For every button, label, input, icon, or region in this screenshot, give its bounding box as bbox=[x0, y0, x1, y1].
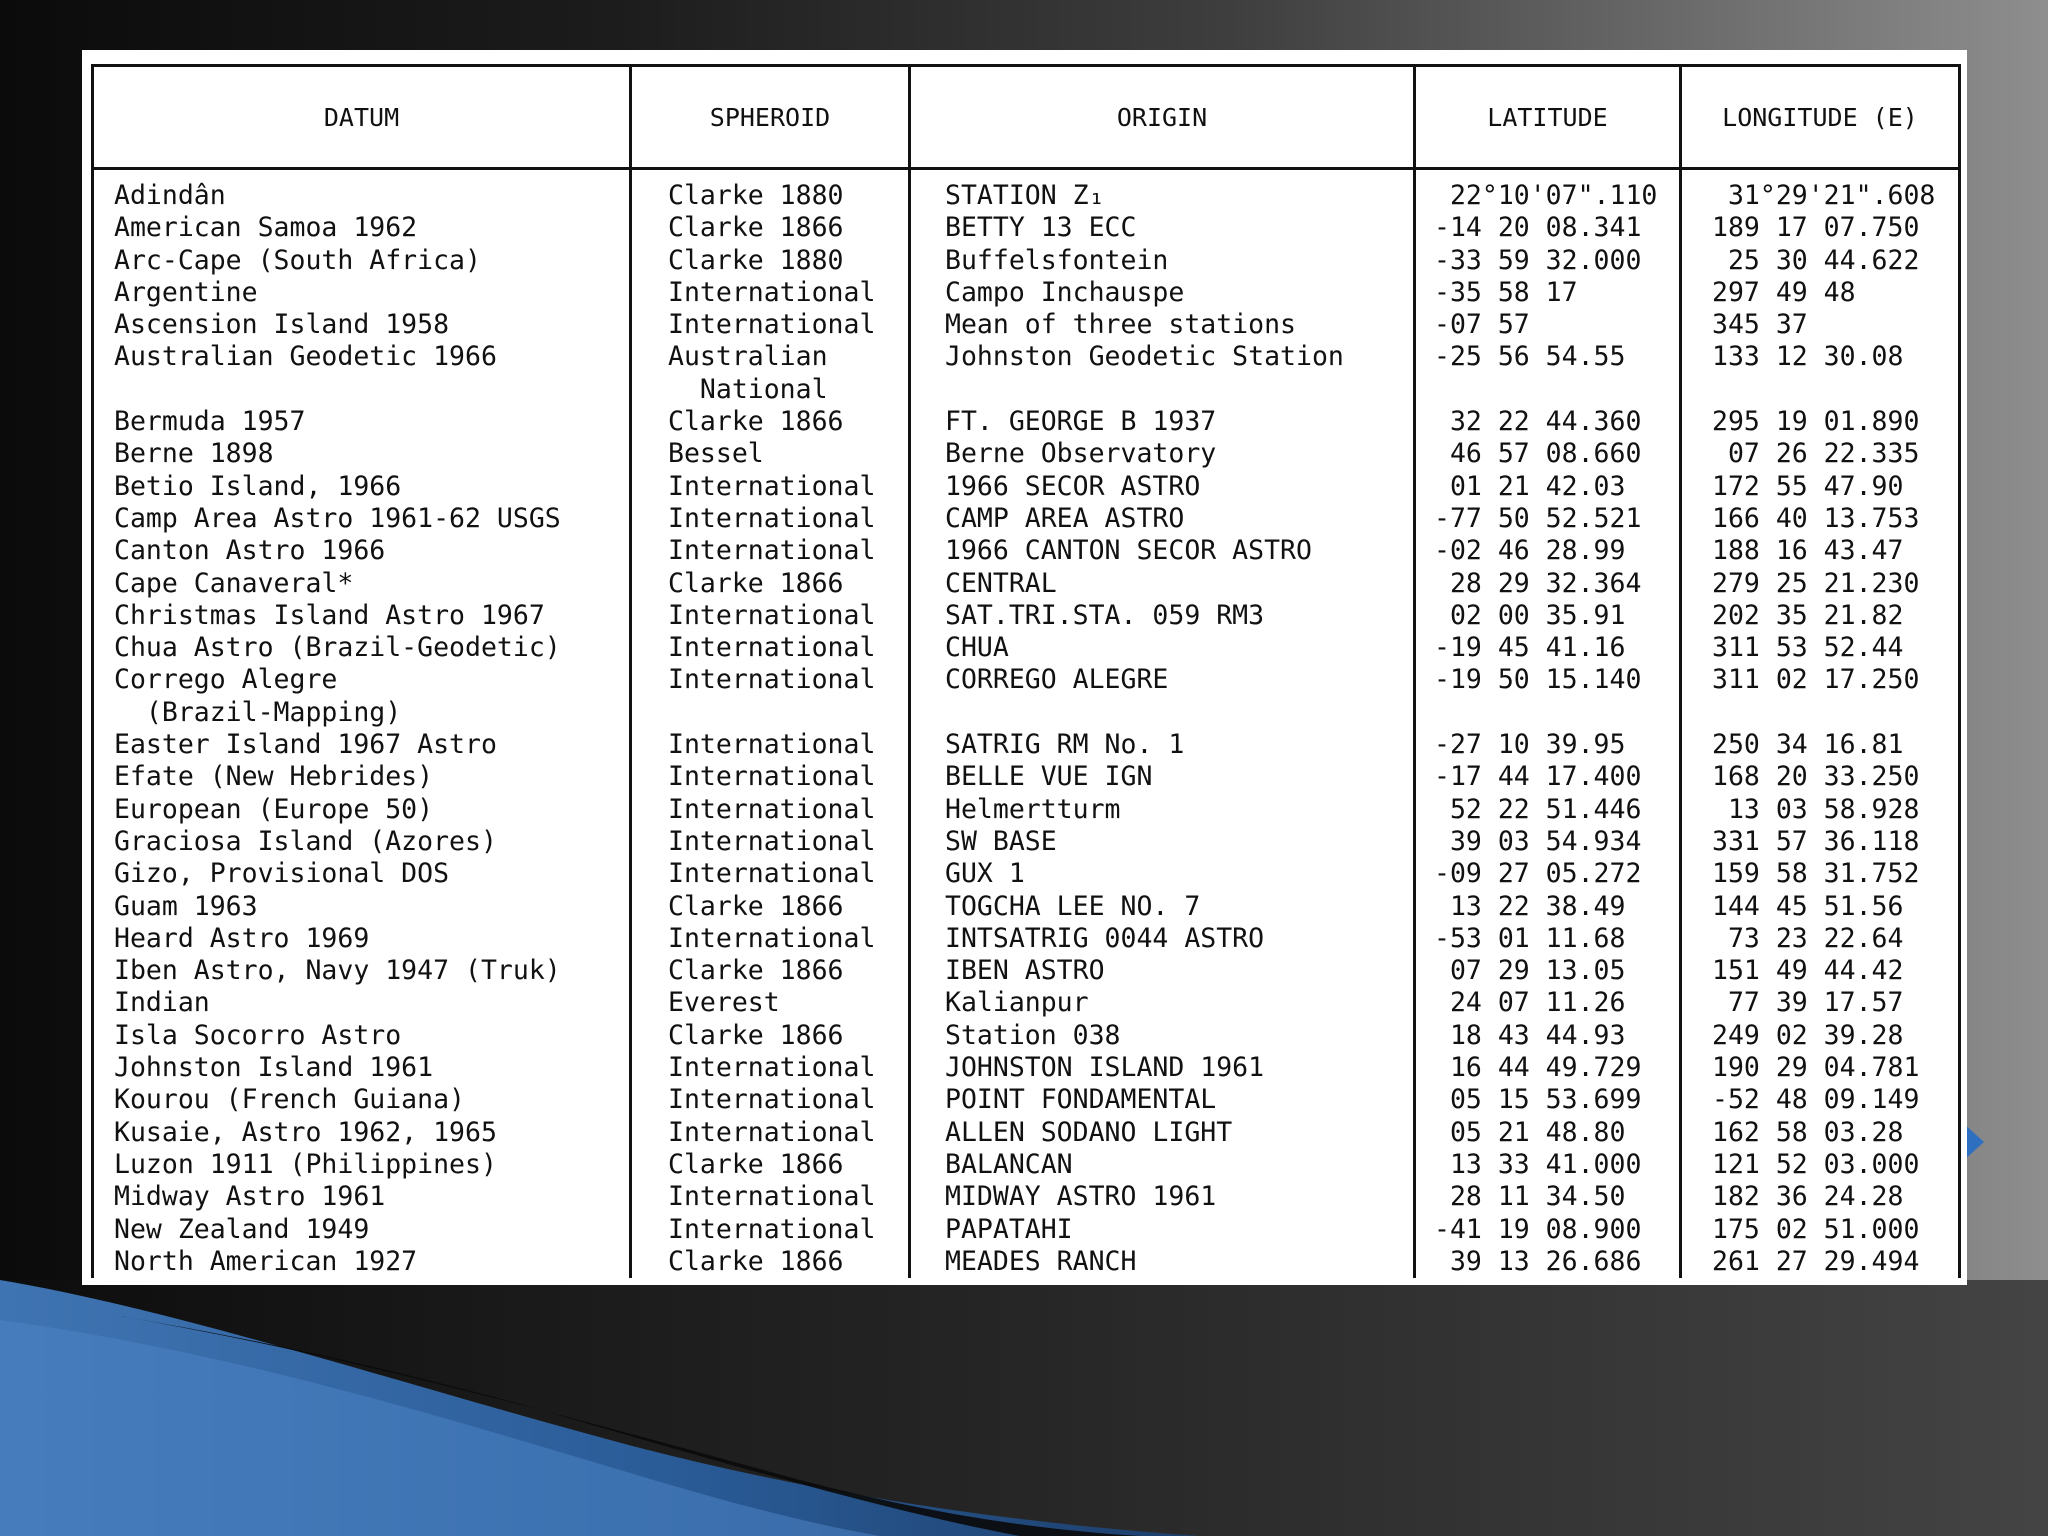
table-row bbox=[93, 1214, 1960, 1246]
cell-longitude: 25 30 44.622 bbox=[1681, 245, 1960, 277]
cell-datum: Luzon 1911 (Philippines) bbox=[93, 1149, 631, 1181]
table-row bbox=[93, 503, 1960, 535]
cell-spheroid: International bbox=[631, 1181, 910, 1213]
cell-origin: BETTY 13 ECC bbox=[910, 212, 1415, 244]
cell-datum: Graciosa Island (Azores) bbox=[93, 826, 631, 858]
cell-spheroid: International bbox=[631, 503, 910, 535]
table-row bbox=[93, 535, 1960, 567]
cell-datum: American Samoa 1962 bbox=[93, 212, 631, 244]
cell-datum: Heard Astro 1969 bbox=[93, 923, 631, 955]
cell-datum: North American 1927 bbox=[93, 1246, 631, 1278]
cell-latitude: 05 21 48.80 bbox=[1415, 1117, 1681, 1149]
cell-origin: CENTRAL bbox=[910, 568, 1415, 600]
table-row bbox=[93, 438, 1960, 470]
table-row bbox=[93, 858, 1960, 890]
cell-datum: Arc-Cape (South Africa) bbox=[93, 245, 631, 277]
cell-origin: IBEN ASTRO bbox=[910, 955, 1415, 987]
cell-latitude: 28 29 32.364 bbox=[1415, 568, 1681, 600]
cell-longitude: 13 03 58.928 bbox=[1681, 794, 1960, 826]
cell-longitude: 168 20 33.250 bbox=[1681, 761, 1960, 793]
cell-longitude: 188 16 43.47 bbox=[1681, 535, 1960, 567]
cell-origin: FT. GEORGE B 1937 bbox=[910, 406, 1415, 438]
cell-origin: STATION Z₁ bbox=[910, 169, 1415, 213]
cell-spheroid: International bbox=[631, 1117, 910, 1149]
cell-spheroid: International bbox=[631, 761, 910, 793]
cell-origin: Berne Observatory bbox=[910, 438, 1415, 470]
cell-latitude: -35 58 17 bbox=[1415, 277, 1681, 309]
cell-latitude: 24 07 11.26 bbox=[1415, 987, 1681, 1019]
cell-origin: BELLE VUE IGN bbox=[910, 761, 1415, 793]
cell-latitude: 13 22 38.49 bbox=[1415, 891, 1681, 923]
cell-spheroid: Clarke 1866 bbox=[631, 212, 910, 244]
cell-datum: Canton Astro 1966 bbox=[93, 535, 631, 567]
cell-longitude: 121 52 03.000 bbox=[1681, 1149, 1960, 1181]
cell-spheroid: International bbox=[631, 664, 910, 729]
cell-spheroid: International bbox=[631, 535, 910, 567]
cell-datum: Kourou (French Guiana) bbox=[93, 1084, 631, 1116]
table-row bbox=[93, 169, 1960, 213]
cell-datum: Efate (New Hebrides) bbox=[93, 761, 631, 793]
cell-latitude: 13 33 41.000 bbox=[1415, 1149, 1681, 1181]
cell-origin: Kalianpur bbox=[910, 987, 1415, 1019]
table-body bbox=[93, 169, 1960, 1279]
table-row bbox=[93, 1084, 1960, 1116]
table-row bbox=[93, 664, 1960, 729]
cell-spheroid: International bbox=[631, 794, 910, 826]
cell-datum: Argentine bbox=[93, 277, 631, 309]
cell-origin: CHUA bbox=[910, 632, 1415, 664]
cell-longitude: 279 25 21.230 bbox=[1681, 568, 1960, 600]
table-row bbox=[93, 471, 1960, 503]
cell-longitude: 166 40 13.753 bbox=[1681, 503, 1960, 535]
cell-spheroid: Bessel bbox=[631, 438, 910, 470]
cell-longitude: 345 37 bbox=[1681, 309, 1960, 341]
cell-latitude: 05 15 53.699 bbox=[1415, 1084, 1681, 1116]
cell-datum: Chua Astro (Brazil-Geodetic) bbox=[93, 632, 631, 664]
cell-spheroid: Clarke 1866 bbox=[631, 568, 910, 600]
cell-origin: MIDWAY ASTRO 1961 bbox=[910, 1181, 1415, 1213]
cell-spheroid: International bbox=[631, 471, 910, 503]
datum-table bbox=[91, 64, 1961, 1278]
header-longitude: LONGITUDE (E) bbox=[1681, 66, 1960, 169]
cell-latitude: -53 01 11.68 bbox=[1415, 923, 1681, 955]
cell-datum: Isla Socorro Astro bbox=[93, 1020, 631, 1052]
table-row bbox=[93, 277, 1960, 309]
cell-latitude: 39 03 54.934 bbox=[1415, 826, 1681, 858]
table-header-row bbox=[93, 66, 1960, 169]
cell-longitude: -52 48 09.149 bbox=[1681, 1084, 1960, 1116]
cell-spheroid: Everest bbox=[631, 987, 910, 1019]
header-datum: DATUM bbox=[93, 66, 631, 169]
cell-latitude: -25 56 54.55 bbox=[1415, 341, 1681, 406]
cell-longitude: 175 02 51.000 bbox=[1681, 1214, 1960, 1246]
cell-longitude: 297 49 48 bbox=[1681, 277, 1960, 309]
cell-datum: Corrego Alegre (Brazil-Mapping) bbox=[93, 664, 631, 729]
cell-longitude: 295 19 01.890 bbox=[1681, 406, 1960, 438]
cell-latitude: 07 29 13.05 bbox=[1415, 955, 1681, 987]
cell-latitude: 18 43 44.93 bbox=[1415, 1020, 1681, 1052]
cell-origin: GUX 1 bbox=[910, 858, 1415, 890]
table-row bbox=[93, 826, 1960, 858]
cell-longitude: 202 35 21.82 bbox=[1681, 600, 1960, 632]
cell-datum: European (Europe 50) bbox=[93, 794, 631, 826]
table-row bbox=[93, 1181, 1960, 1213]
cell-latitude: 01 21 42.03 bbox=[1415, 471, 1681, 503]
cell-datum: Bermuda 1957 bbox=[93, 406, 631, 438]
cell-datum: Iben Astro, Navy 1947 (Truk) bbox=[93, 955, 631, 987]
cell-origin: Campo Inchauspe bbox=[910, 277, 1415, 309]
table-row bbox=[93, 1020, 1960, 1052]
table-row bbox=[93, 212, 1960, 244]
cell-origin: SATRIG RM No. 1 bbox=[910, 729, 1415, 761]
cell-latitude: -41 19 08.900 bbox=[1415, 1214, 1681, 1246]
table-row bbox=[93, 406, 1960, 438]
cell-origin: JOHNSTON ISLAND 1961 bbox=[910, 1052, 1415, 1084]
cell-spheroid: International bbox=[631, 600, 910, 632]
cell-longitude: 190 29 04.781 bbox=[1681, 1052, 1960, 1084]
cell-longitude: 261 27 29.494 bbox=[1681, 1246, 1960, 1278]
cell-datum: Ascension Island 1958 bbox=[93, 309, 631, 341]
cell-datum: Betio Island, 1966 bbox=[93, 471, 631, 503]
cell-longitude: 172 55 47.90 bbox=[1681, 471, 1960, 503]
table-row bbox=[93, 600, 1960, 632]
cell-origin: SAT.TRI.STA. 059 RM3 bbox=[910, 600, 1415, 632]
table-row bbox=[93, 729, 1960, 761]
table-row bbox=[93, 1149, 1960, 1181]
table-row bbox=[93, 632, 1960, 664]
cell-longitude: 311 02 17.250 bbox=[1681, 664, 1960, 729]
cell-latitude: -27 10 39.95 bbox=[1415, 729, 1681, 761]
cell-origin: Station 038 bbox=[910, 1020, 1415, 1052]
cell-longitude: 31°29'21".608 bbox=[1681, 169, 1960, 213]
table-row bbox=[93, 1052, 1960, 1084]
cell-datum: Johnston Island 1961 bbox=[93, 1052, 631, 1084]
cell-latitude: 16 44 49.729 bbox=[1415, 1052, 1681, 1084]
cell-datum: Kusaie, Astro 1962, 1965 bbox=[93, 1117, 631, 1149]
cell-spheroid: Clarke 1880 bbox=[631, 169, 910, 213]
table-row bbox=[93, 568, 1960, 600]
cell-longitude: 77 39 17.57 bbox=[1681, 987, 1960, 1019]
cell-latitude: 52 22 51.446 bbox=[1415, 794, 1681, 826]
cell-origin: POINT FONDAMENTAL bbox=[910, 1084, 1415, 1116]
cell-datum: Adindân bbox=[93, 169, 631, 213]
cell-origin: PAPATAHI bbox=[910, 1214, 1415, 1246]
cell-datum: Midway Astro 1961 bbox=[93, 1181, 631, 1213]
table-row bbox=[93, 923, 1960, 955]
cell-longitude: 311 53 52.44 bbox=[1681, 632, 1960, 664]
cell-spheroid: Clarke 1866 bbox=[631, 955, 910, 987]
cell-spheroid: International bbox=[631, 277, 910, 309]
cell-origin: 1966 SECOR ASTRO bbox=[910, 471, 1415, 503]
cell-datum: Christmas Island Astro 1967 bbox=[93, 600, 631, 632]
table-row bbox=[93, 891, 1960, 923]
cell-latitude: -17 44 17.400 bbox=[1415, 761, 1681, 793]
table-row bbox=[93, 761, 1960, 793]
cell-longitude: 73 23 22.64 bbox=[1681, 923, 1960, 955]
cell-spheroid: International bbox=[631, 923, 910, 955]
cell-datum: New Zealand 1949 bbox=[93, 1214, 631, 1246]
cell-latitude: -02 46 28.99 bbox=[1415, 535, 1681, 567]
cell-latitude: 22°10'07".110 bbox=[1415, 169, 1681, 213]
cell-spheroid: Clarke 1866 bbox=[631, 1020, 910, 1052]
cell-latitude: 46 57 08.660 bbox=[1415, 438, 1681, 470]
table-row bbox=[93, 987, 1960, 1019]
cell-datum: Berne 1898 bbox=[93, 438, 631, 470]
cell-latitude: -77 50 52.521 bbox=[1415, 503, 1681, 535]
cell-spheroid: Clarke 1866 bbox=[631, 1149, 910, 1181]
cell-datum: Cape Canaveral* bbox=[93, 568, 631, 600]
cell-spheroid: International bbox=[631, 826, 910, 858]
table-row bbox=[93, 1117, 1960, 1149]
table-row bbox=[93, 1246, 1960, 1278]
cell-origin: BALANCAN bbox=[910, 1149, 1415, 1181]
cell-longitude: 189 17 07.750 bbox=[1681, 212, 1960, 244]
cell-origin: Johnston Geodetic Station bbox=[910, 341, 1415, 406]
cell-spheroid: International bbox=[631, 729, 910, 761]
cell-spheroid: Australian National bbox=[631, 341, 910, 406]
cell-longitude: 159 58 31.752 bbox=[1681, 858, 1960, 890]
cell-origin: 1966 CANTON SECOR ASTRO bbox=[910, 535, 1415, 567]
cell-spheroid: Clarke 1866 bbox=[631, 1246, 910, 1278]
cell-spheroid: Clarke 1866 bbox=[631, 891, 910, 923]
cell-latitude: 39 13 26.686 bbox=[1415, 1246, 1681, 1278]
cell-spheroid: International bbox=[631, 858, 910, 890]
table-row bbox=[93, 794, 1960, 826]
cell-spheroid: International bbox=[631, 1084, 910, 1116]
table-row bbox=[93, 309, 1960, 341]
cell-spheroid: International bbox=[631, 632, 910, 664]
cell-origin: Mean of three stations bbox=[910, 309, 1415, 341]
cell-datum: Camp Area Astro 1961-62 USGS bbox=[93, 503, 631, 535]
table-row bbox=[93, 341, 1960, 406]
cell-datum: Indian bbox=[93, 987, 631, 1019]
cell-origin: Helmertturm bbox=[910, 794, 1415, 826]
cell-longitude: 144 45 51.56 bbox=[1681, 891, 1960, 923]
table-row bbox=[93, 955, 1960, 987]
cell-longitude: 133 12 30.08 bbox=[1681, 341, 1960, 406]
cell-longitude: 162 58 03.28 bbox=[1681, 1117, 1960, 1149]
cell-longitude: 249 02 39.28 bbox=[1681, 1020, 1960, 1052]
cell-latitude: 28 11 34.50 bbox=[1415, 1181, 1681, 1213]
cell-origin: ALLEN SODANO LIGHT bbox=[910, 1117, 1415, 1149]
cell-longitude: 07 26 22.335 bbox=[1681, 438, 1960, 470]
cell-spheroid: Clarke 1880 bbox=[631, 245, 910, 277]
cell-latitude: -07 57 bbox=[1415, 309, 1681, 341]
cell-spheroid: Clarke 1866 bbox=[631, 406, 910, 438]
cell-datum: Easter Island 1967 Astro bbox=[93, 729, 631, 761]
table-row bbox=[93, 245, 1960, 277]
cell-origin: TOGCHA LEE NO. 7 bbox=[910, 891, 1415, 923]
cell-latitude: -09 27 05.272 bbox=[1415, 858, 1681, 890]
cell-latitude: -19 50 15.140 bbox=[1415, 664, 1681, 729]
cell-origin: CORREGO ALEGRE bbox=[910, 664, 1415, 729]
cell-latitude: -19 45 41.16 bbox=[1415, 632, 1681, 664]
datum-table-panel bbox=[82, 50, 1967, 1285]
header-origin: ORIGIN bbox=[910, 66, 1415, 169]
cell-datum: Guam 1963 bbox=[93, 891, 631, 923]
cell-longitude: 250 34 16.81 bbox=[1681, 729, 1960, 761]
header-spheroid: SPHEROID bbox=[631, 66, 910, 169]
cell-origin: INTSATRIG 0044 ASTRO bbox=[910, 923, 1415, 955]
cell-origin: CAMP AREA ASTRO bbox=[910, 503, 1415, 535]
cell-datum: Australian Geodetic 1966 bbox=[93, 341, 631, 406]
cell-longitude: 151 49 44.42 bbox=[1681, 955, 1960, 987]
cell-origin: SW BASE bbox=[910, 826, 1415, 858]
cell-longitude: 331 57 36.118 bbox=[1681, 826, 1960, 858]
cell-longitude: 182 36 24.28 bbox=[1681, 1181, 1960, 1213]
cell-origin: MEADES RANCH bbox=[910, 1246, 1415, 1278]
cell-origin: Buffelsfontein bbox=[910, 245, 1415, 277]
cell-latitude: 32 22 44.360 bbox=[1415, 406, 1681, 438]
cell-spheroid: International bbox=[631, 1052, 910, 1084]
cell-latitude: 02 00 35.91 bbox=[1415, 600, 1681, 632]
cell-latitude: -14 20 08.341 bbox=[1415, 212, 1681, 244]
cell-datum: Gizo, Provisional DOS bbox=[93, 858, 631, 890]
cell-spheroid: International bbox=[631, 309, 910, 341]
blue-swoosh-decoration bbox=[0, 1280, 2048, 1536]
cell-spheroid: International bbox=[631, 1214, 910, 1246]
cell-latitude: -33 59 32.000 bbox=[1415, 245, 1681, 277]
header-latitude: LATITUDE bbox=[1415, 66, 1681, 169]
